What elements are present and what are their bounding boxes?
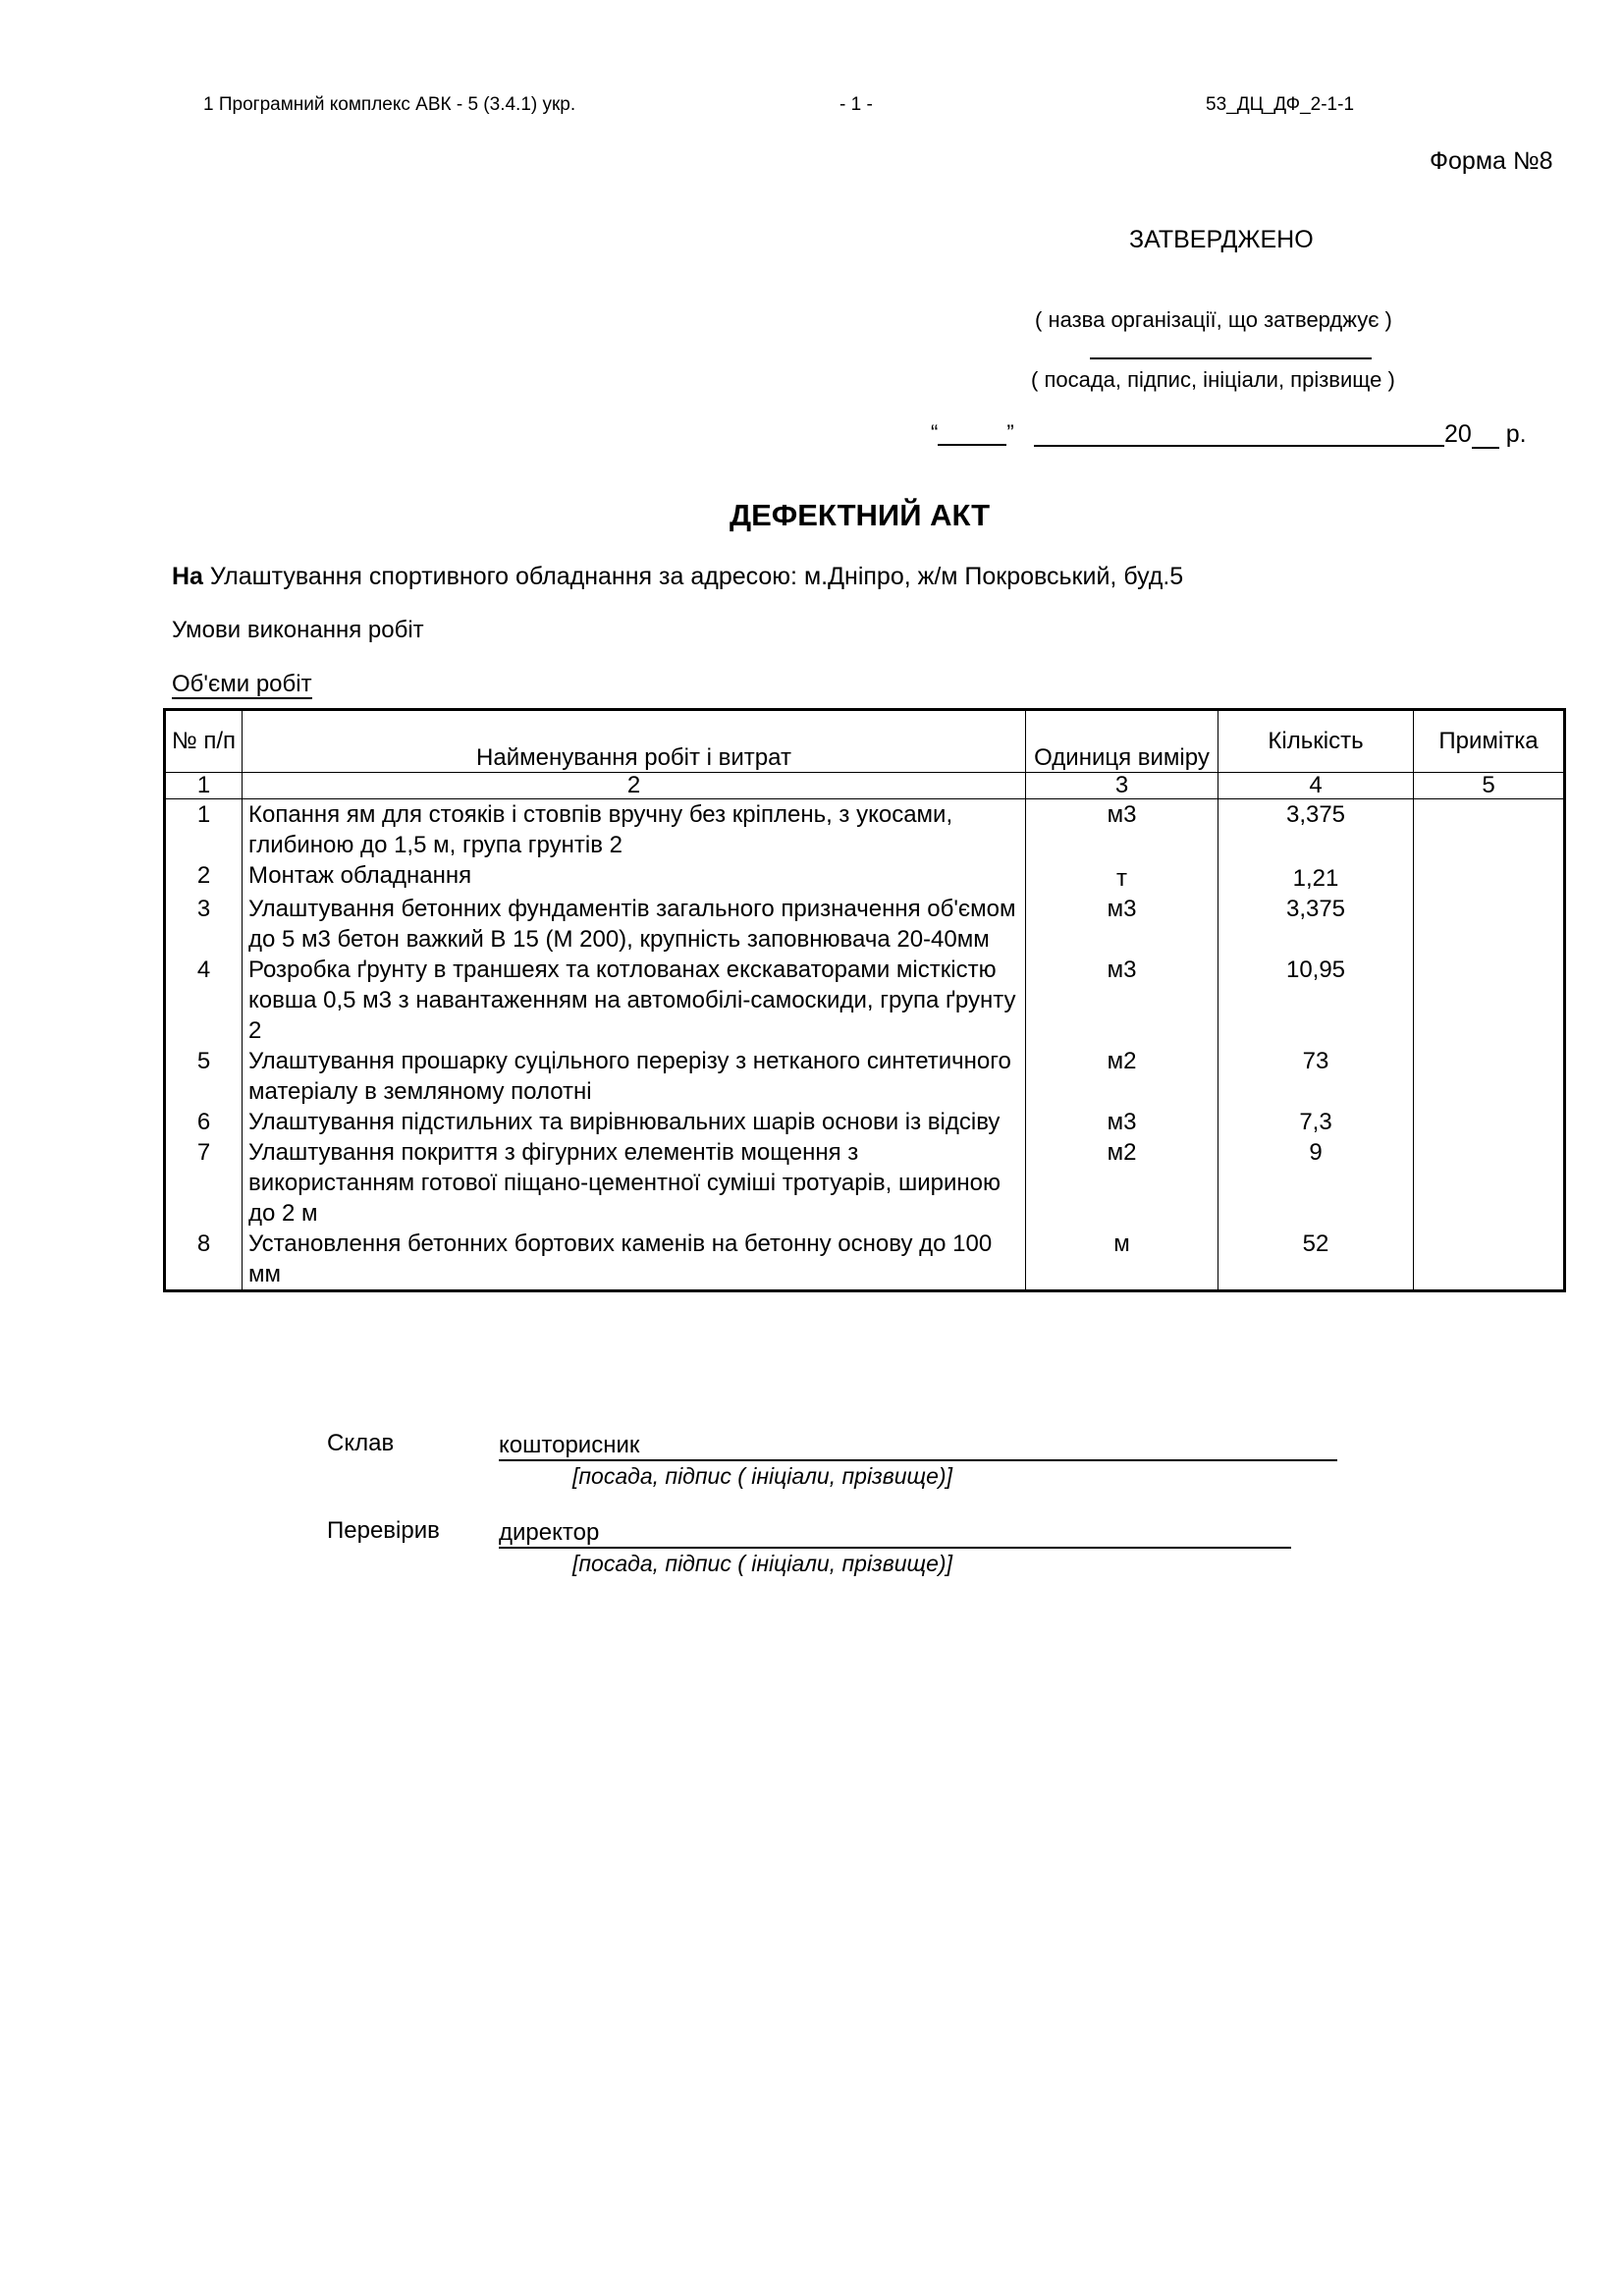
approval-date-line xyxy=(931,420,1014,446)
row-num: 8 xyxy=(165,1229,243,1291)
row-unit: м xyxy=(1026,1229,1218,1291)
checked-label: Перевірив xyxy=(327,1517,440,1544)
date-open-quote: “ xyxy=(931,420,939,445)
object-text: Улаштування спортивного обладнання за адресою: м.Дніпро, ж/м Покровський, буд.5 xyxy=(209,563,1184,590)
row-note xyxy=(1414,860,1565,894)
page-number: - 1 - xyxy=(839,94,873,115)
row-unit: м3 xyxy=(1026,955,1218,1046)
header-num: № п/п xyxy=(165,710,243,773)
header-unit: Одиниця виміру xyxy=(1026,710,1218,773)
row-unit: м2 xyxy=(1026,1137,1218,1229)
object-prefix: На xyxy=(172,563,203,590)
row-qty: 1,21 xyxy=(1218,860,1414,894)
composed-role: кошторисник xyxy=(499,1432,1337,1461)
table-row xyxy=(165,894,1565,955)
col-number-1: 1 xyxy=(165,773,243,799)
row-unit: м3 xyxy=(1026,894,1218,955)
row-name: Копання ям для стояків і стовпів вручну без кріплень, з укосами, глибиною до 1,5 м, група грунтів 2 xyxy=(243,799,1026,861)
approval-year xyxy=(1444,420,1527,449)
row-name: Установлення бетонних бортових каменів на бетонну основу до 100 мм xyxy=(243,1229,1026,1291)
table-row xyxy=(165,1046,1565,1107)
works-table xyxy=(163,708,1566,1292)
col-number-2: 2 xyxy=(243,773,1026,799)
approval-person-line xyxy=(1090,357,1372,359)
row-note xyxy=(1414,799,1565,861)
object-line xyxy=(172,563,1183,591)
header-qty: Кількість xyxy=(1218,710,1414,773)
document-title: ДЕФЕКТНИЙ АКТ xyxy=(730,498,991,532)
year-suffix: р. xyxy=(1505,420,1527,448)
row-name: Улаштування прошарку суцільного перерізу з нетканого синтетичного матеріалу в земляному полотні xyxy=(243,1046,1026,1107)
row-qty: 52 xyxy=(1218,1229,1414,1291)
approval-title: ЗАТВЕРДЖЕНО xyxy=(1129,226,1314,253)
row-note xyxy=(1414,1107,1565,1137)
row-name: Улаштування бетонних фундаментів загального призначення об'ємом до 5 м3 бетон важкий В 15 (М 200), крупність заповнювача 20-40мм xyxy=(243,894,1026,955)
row-unit: м3 xyxy=(1026,799,1218,861)
row-num: 1 xyxy=(165,799,243,861)
row-unit: м3 xyxy=(1026,1107,1218,1137)
row-qty: 9 xyxy=(1218,1137,1414,1229)
table-row xyxy=(165,1229,1565,1291)
row-name: Улаштування підстильних та вирівнювальних шарів основи із відсіву xyxy=(243,1107,1026,1137)
row-qty: 10,95 xyxy=(1218,955,1414,1046)
composed-hint: [посада, підпис ( ініціали, прізвище)] xyxy=(572,1463,952,1489)
row-name: Розробка ґрунту в траншеях та котлованах екскаваторами місткістю ковша 0,5 м3 з навантаженням на автомобілі-самоскиди, група ґрунту 2 xyxy=(243,955,1026,1046)
conditions-label: Умови виконання робіт xyxy=(172,617,424,643)
day-blank xyxy=(938,422,1006,446)
row-unit: т xyxy=(1026,860,1218,894)
row-num: 5 xyxy=(165,1046,243,1107)
row-num: 6 xyxy=(165,1107,243,1137)
approval-person-hint: ( посада, підпис, ініціали, прізвище ) xyxy=(1031,367,1395,392)
header-name: Найменування робіт і витрат xyxy=(243,710,1026,773)
table-row xyxy=(165,799,1565,861)
row-num: 4 xyxy=(165,955,243,1046)
year-blank xyxy=(1472,423,1499,449)
row-qty: 3,375 xyxy=(1218,894,1414,955)
volumes-label: Об'єми робіт xyxy=(172,671,312,697)
table-row xyxy=(165,955,1565,1046)
checked-role: директор xyxy=(499,1519,1291,1549)
row-qty: 3,375 xyxy=(1218,799,1414,861)
row-qty: 7,3 xyxy=(1218,1107,1414,1137)
composed-label: Склав xyxy=(327,1430,395,1456)
col-number-4: 4 xyxy=(1218,773,1414,799)
table-row xyxy=(165,1107,1565,1137)
row-num: 2 xyxy=(165,860,243,894)
approval-org-hint: ( назва організації, що затверджує ) xyxy=(1035,307,1392,332)
document-code: 53_ДЦ_ДФ_2-1-1 xyxy=(1206,94,1355,115)
row-note xyxy=(1414,1137,1565,1229)
table-row xyxy=(165,1137,1565,1229)
row-name: Улаштування покриття з фігурних елементів мощення з використанням готової піщано-цементної суміші тротуарів, шириною до 2 м xyxy=(243,1137,1026,1229)
row-name: Монтаж обладнання xyxy=(243,860,1026,894)
software-name: 1 Програмний комплекс АВК - 5 (3.4.1) укр. xyxy=(203,94,576,115)
year-prefix: 20 xyxy=(1444,420,1472,448)
table-row xyxy=(165,860,1565,894)
row-note xyxy=(1414,1046,1565,1107)
month-blank xyxy=(1034,445,1444,447)
col-number-3: 3 xyxy=(1026,773,1218,799)
checked-hint: [посада, підпис ( ініціали, прізвище)] xyxy=(572,1551,952,1576)
header-note: Примітка xyxy=(1414,710,1565,773)
row-note xyxy=(1414,955,1565,1046)
date-close-quote: ” xyxy=(1006,420,1014,445)
row-num: 3 xyxy=(165,894,243,955)
row-qty: 73 xyxy=(1218,1046,1414,1107)
row-num: 7 xyxy=(165,1137,243,1229)
row-unit: м2 xyxy=(1026,1046,1218,1107)
row-note xyxy=(1414,1229,1565,1291)
form-number: Форма №8 xyxy=(1430,147,1553,175)
row-note xyxy=(1414,894,1565,955)
col-number-5: 5 xyxy=(1414,773,1565,799)
